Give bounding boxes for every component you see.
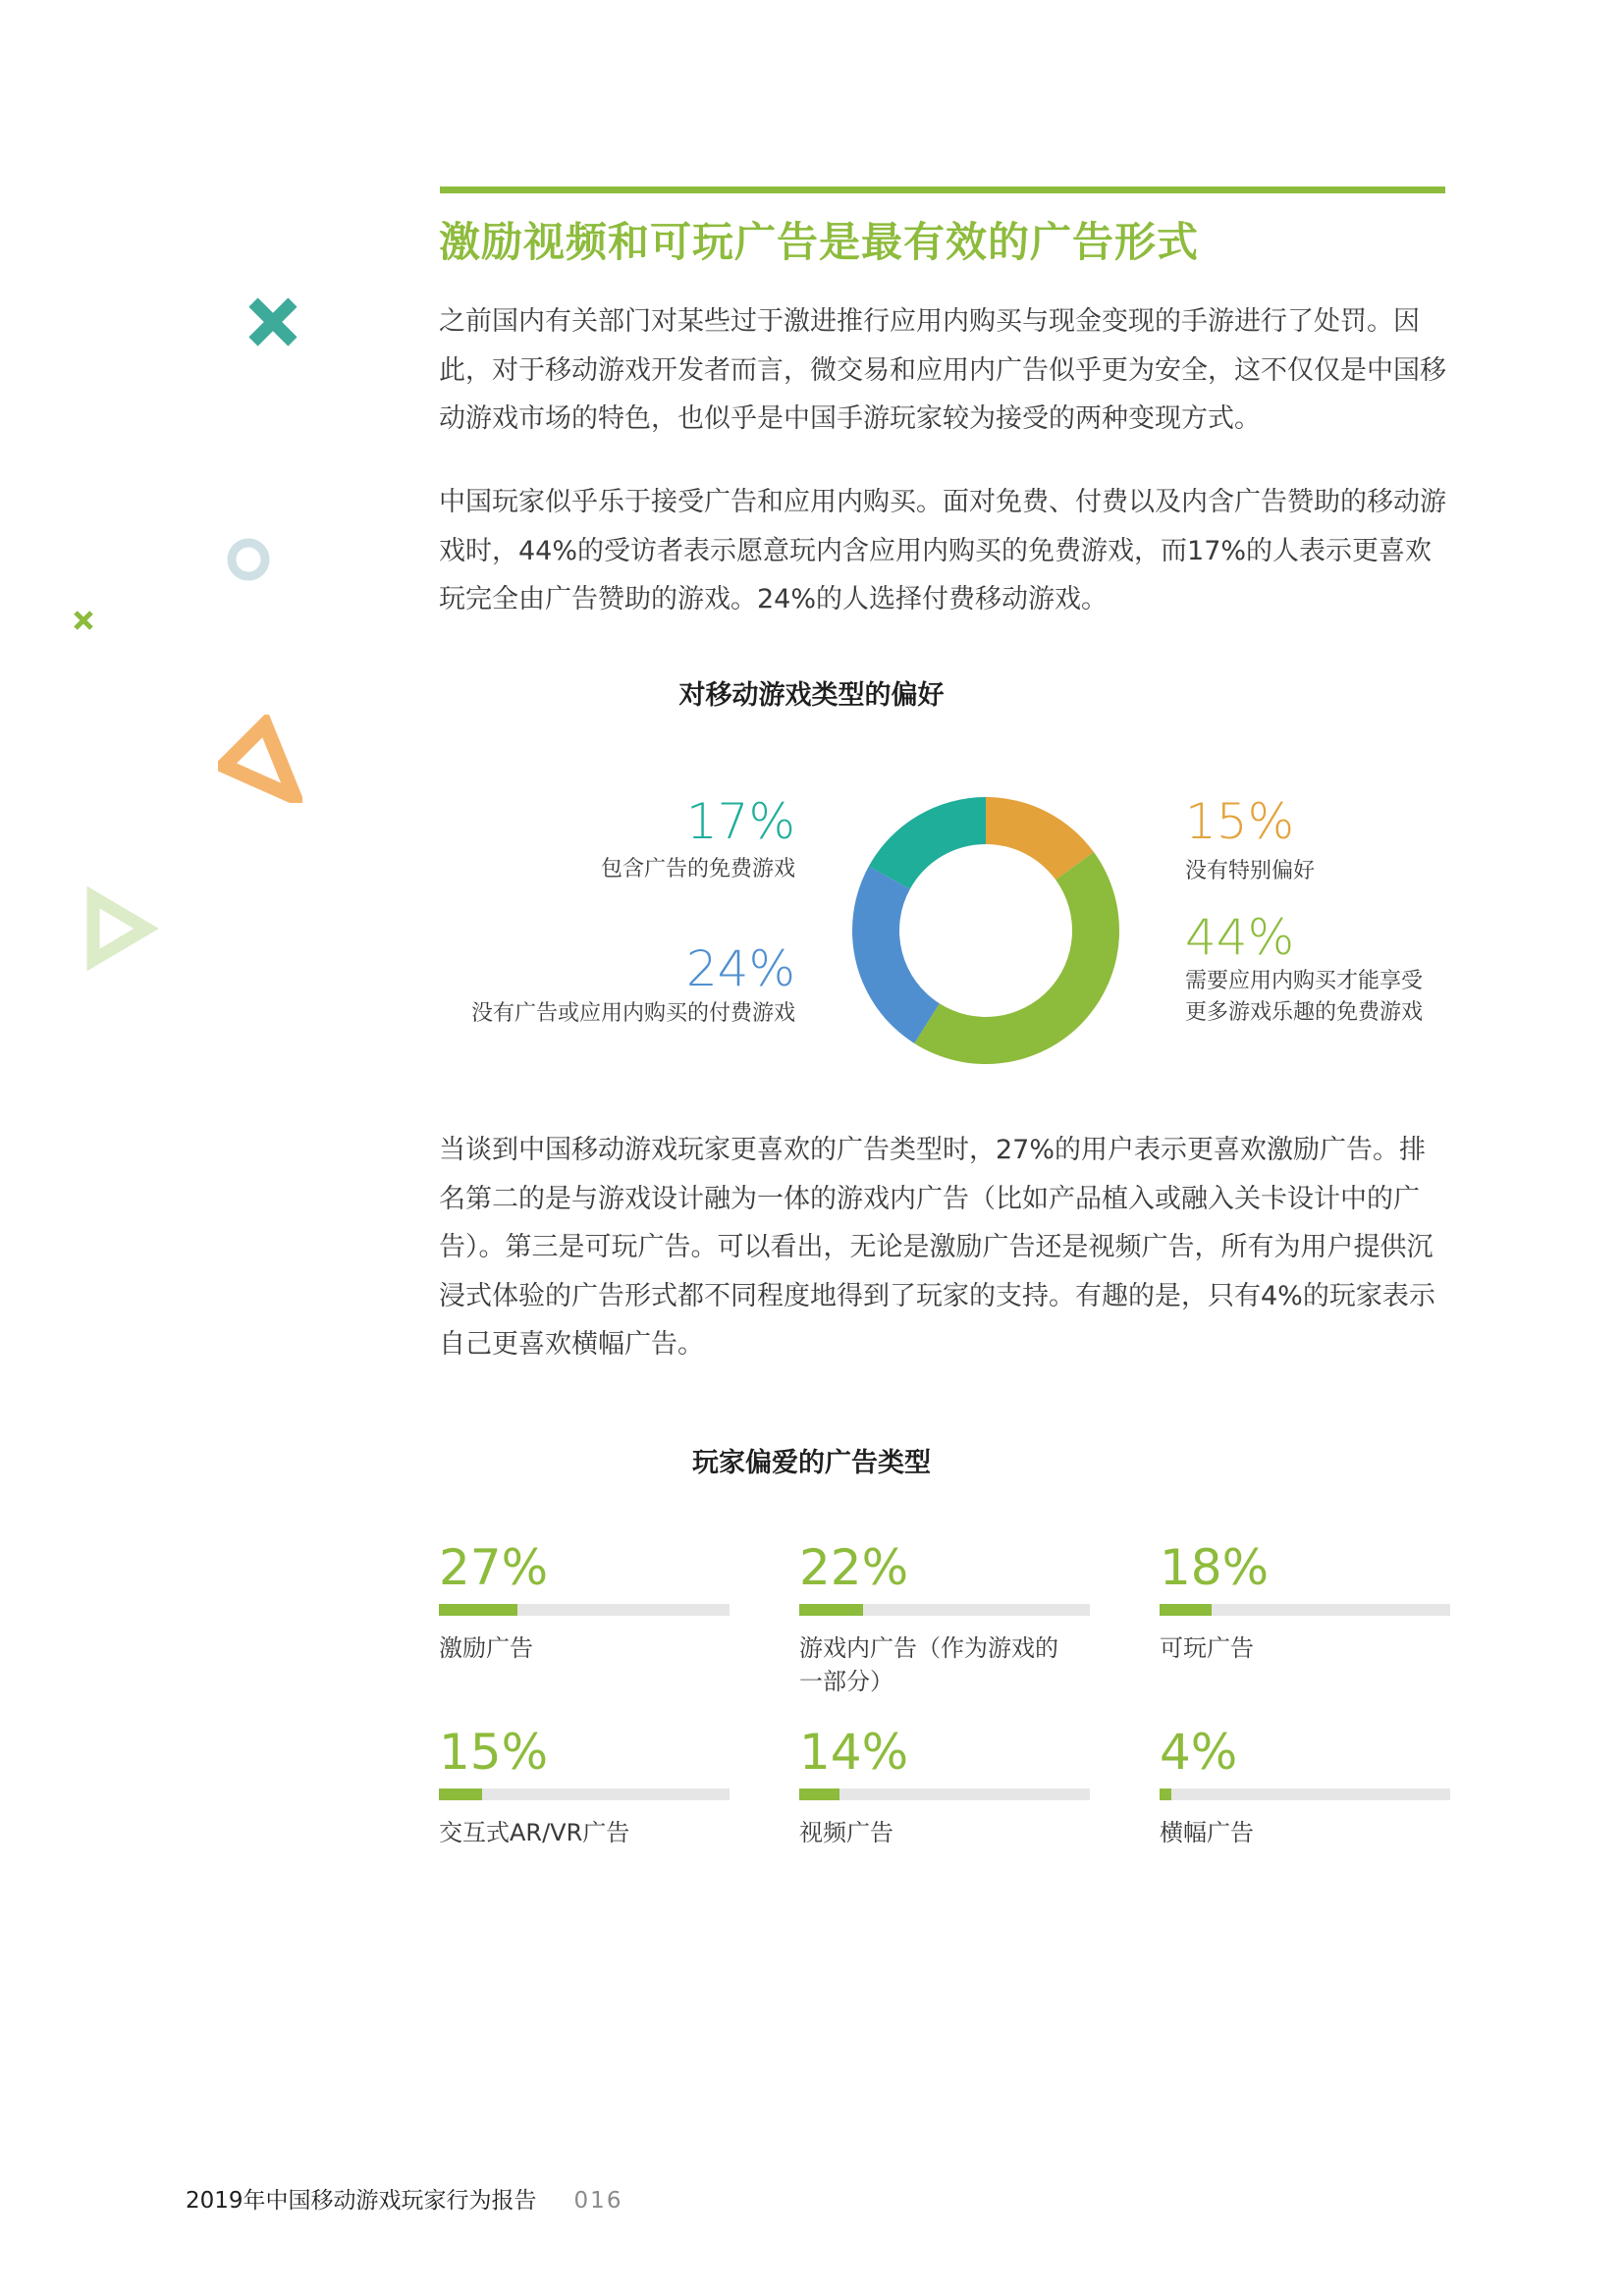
ad-type-bar — [439, 1789, 482, 1800]
ad-type-item — [799, 1724, 1090, 1849]
donut-label-text: 包含广告的免费游戏 — [600, 857, 795, 881]
ad-type-percent: 15% — [439, 1724, 549, 1781]
donut-label-text: 没有广告或应用内购买的付费游戏 — [470, 1001, 795, 1026]
donut-label-value: 15% — [1185, 793, 1295, 850]
ad-type-percent: 22% — [799, 1539, 909, 1596]
ad-type-bar — [799, 1789, 839, 1800]
donut-slice-1 — [914, 852, 1119, 1064]
paragraph-3: 当谈到中国移动游戏玩家更喜欢的广告类型时，27%的用户表示更喜欢激励广告。排名第二的是与游戏设计融为一体的游戏内广告（比如产品植入或融入关卡设计中的广告）。第三是可玩广告。可以看出，无论是激励广告还是视频广告，所有为用户提供沉浸式体验的广告形式都不同程度地得到了玩家的支持。有趣的是，只有4%的玩家表示自己更喜欢横幅广告。 — [439, 1135, 1435, 1360]
ad-type-bar-track — [439, 1604, 730, 1616]
footer — [186, 2182, 622, 2215]
ad-type-bar — [799, 1604, 863, 1616]
ad-type-item — [439, 1724, 730, 1849]
donut-label-text: 没有特别偏好 — [1185, 859, 1316, 883]
donut-label-value: 17% — [685, 793, 795, 850]
ad-type-percent: 27% — [439, 1539, 549, 1596]
ad-chart-title: 玩家偏爱的广告类型 — [692, 1448, 931, 1478]
decorative-x-teal-icon — [245, 294, 300, 349]
ad-type-label: 交互式AR/VR广告 — [439, 1819, 630, 1846]
ad-type-percent: 18% — [1160, 1539, 1270, 1596]
donut-slice-3 — [869, 797, 986, 889]
ad-type-percent: 14% — [799, 1724, 909, 1781]
section-heading: 激励视频和可玩广告是最有效的广告形式 — [439, 218, 1200, 266]
decorative-triangle-orange-icon — [218, 715, 302, 803]
ad-type-bar — [1160, 1789, 1171, 1800]
donut-label-text: 需要应用内购买才能享受 更多游戏乐趣的免费游戏 — [1185, 969, 1424, 1025]
paragraph-1: 之前国内有关部门对某些过于激进推行应用内购买与现金变现的手游进行了处罚。因此，对于移动游戏开发者而言，微交易和应用内广告似乎更为安全，这不仅仅是中国移动游戏市场的特色，也似乎是中国手游玩家较为接受的两种变现方式。 — [439, 306, 1446, 434]
ad-type-bar-track — [439, 1789, 730, 1800]
ad-type-label: 视频广告 — [799, 1819, 893, 1846]
ad-type-percent: 4% — [1160, 1724, 1238, 1781]
ad-type-item — [439, 1539, 730, 1665]
ad-type-label: 横幅广告 — [1160, 1819, 1254, 1846]
ad-type-item — [799, 1539, 1090, 1698]
decorative-ring-icon — [224, 535, 273, 584]
ad-type-bar — [1160, 1604, 1212, 1616]
ad-type-item — [1160, 1539, 1450, 1665]
donut-slice-2 — [852, 866, 940, 1042]
ad-type-bar-track — [1160, 1789, 1450, 1800]
decorative-triangle-green-icon — [81, 885, 160, 972]
ad-type-item — [1160, 1724, 1450, 1849]
donut-label-value: 44% — [1185, 909, 1295, 966]
footer-title: 2019年中国移动游戏玩家行为报告 — [186, 2188, 537, 2214]
ad-type-bar-track — [1160, 1604, 1450, 1616]
ad-type-bar — [439, 1604, 517, 1616]
ad-type-bar-track — [799, 1789, 1090, 1800]
ad-type-bar-track — [799, 1604, 1090, 1616]
donut-chart-title: 对移动游戏类型的偏好 — [678, 680, 945, 711]
page-number: 016 — [573, 2188, 623, 2214]
heading-rule — [440, 187, 1445, 193]
ad-type-label: 可玩广告 — [1160, 1634, 1254, 1662]
donut-label-value: 24% — [685, 940, 795, 997]
donut-chart — [850, 795, 1121, 1066]
decorative-x-green-icon — [72, 609, 95, 632]
ad-type-label: 激励广告 — [439, 1634, 533, 1662]
ad-type-label: 游戏内广告（作为游戏的 一部分） — [799, 1634, 1058, 1695]
paragraph-2: 中国玩家似乎乐于接受广告和应用内购买。面对免费、付费以及内含广告赞助的移动游戏时，44%的受访者表示愿意玩内含应用内购买的免费游戏，而17%的人表示更喜欢玩完全由广告赞助的游戏。24%的人选择付费移动游戏。 — [439, 487, 1446, 614]
